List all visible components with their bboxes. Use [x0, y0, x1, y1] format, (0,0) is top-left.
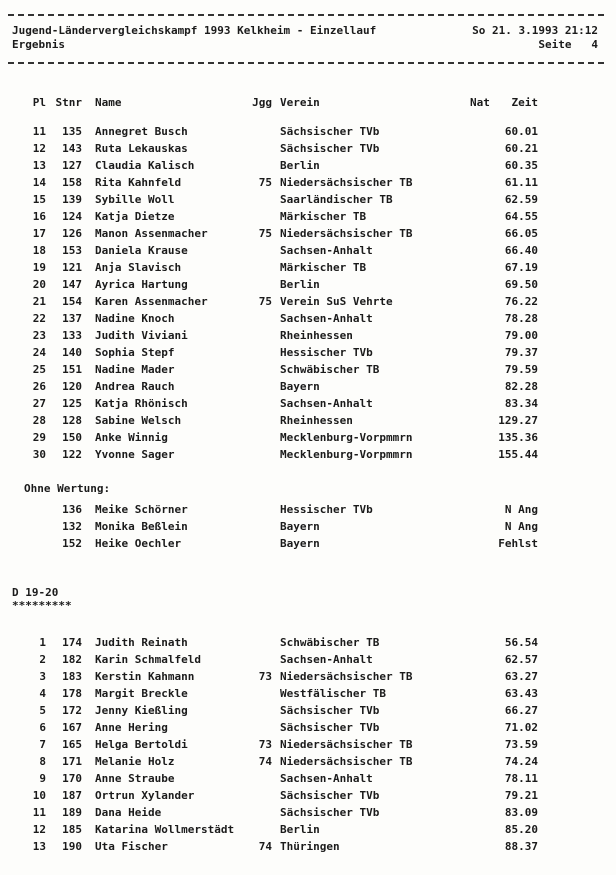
- name-cell: Ruta Lekauskas: [95, 142, 188, 155]
- name-cell: Nadine Knoch: [95, 312, 175, 325]
- table-row: [0, 535, 616, 552]
- name-cell: Meike Schörner: [95, 503, 188, 516]
- name-cell: Sophia Stepf: [95, 346, 175, 359]
- start-number-cell: 133: [62, 329, 82, 342]
- start-number-cell: 154: [62, 295, 82, 308]
- table-row: [0, 242, 616, 259]
- table-row: [0, 518, 616, 535]
- table-row: [0, 736, 616, 753]
- name-cell: Andrea Rauch: [95, 380, 175, 393]
- start-number-cell: 150: [62, 431, 82, 444]
- start-number-cell: 182: [62, 653, 82, 666]
- start-number-cell: 135: [62, 125, 82, 138]
- start-number-cell: 136: [62, 503, 82, 516]
- col-header-stnr: Stnr: [55, 96, 82, 109]
- place-cell: 15: [32, 193, 46, 206]
- time-cell: 129.27: [498, 414, 538, 427]
- table-row: [0, 208, 616, 225]
- place-cell: 17: [32, 227, 46, 240]
- club-cell: Sächsischer TVb: [280, 721, 380, 734]
- place-cell: 20: [32, 278, 46, 291]
- start-number-cell: 172: [62, 704, 82, 717]
- time-cell: 67.19: [504, 261, 538, 274]
- place-cell: 5: [39, 704, 46, 717]
- table-row: [0, 293, 616, 310]
- name-cell: Manon Assenmacher: [95, 227, 208, 240]
- time-cell: 79.59: [504, 363, 538, 376]
- name-cell: Daniela Krause: [95, 244, 188, 257]
- birth-year-cell: 73: [258, 670, 272, 683]
- club-cell: Niedersächsischer TB: [280, 176, 413, 189]
- start-number-cell: 125: [62, 397, 82, 410]
- club-cell: Schwäbischer TB: [280, 636, 380, 649]
- table-row: [0, 123, 616, 140]
- time-cell: 79.00: [504, 329, 538, 342]
- time-cell: 82.28: [504, 380, 538, 393]
- table-row: [0, 310, 616, 327]
- name-cell: Anne Hering: [95, 721, 168, 734]
- place-cell: 19: [32, 261, 46, 274]
- time-cell: 78.28: [504, 312, 538, 325]
- name-cell: Yvonne Sager: [95, 448, 175, 461]
- table-row: [0, 191, 616, 208]
- club-cell: Westfälischer TB: [280, 687, 386, 700]
- name-cell: Margit Breckle: [95, 687, 188, 700]
- time-cell: 62.59: [504, 193, 538, 206]
- place-cell: 14: [32, 176, 46, 189]
- club-cell: Märkischer TB: [280, 261, 367, 274]
- start-number-cell: 170: [62, 772, 82, 785]
- time-cell: N Ang: [504, 503, 538, 516]
- club-cell: Märkischer TB: [280, 210, 367, 223]
- place-cell: 23: [32, 329, 46, 342]
- name-cell: Helga Bertoldi: [95, 738, 188, 751]
- club-cell: Niedersächsischer TB: [280, 738, 413, 751]
- name-cell: Monika Beßlein: [95, 520, 188, 533]
- place-cell: 10: [32, 789, 46, 802]
- club-cell: Rheinhessen: [280, 414, 353, 427]
- place-cell: 27: [32, 397, 46, 410]
- club-cell: Berlin: [280, 823, 320, 836]
- page-number: Seite 4: [538, 38, 598, 51]
- club-cell: Sächsischer TVb: [280, 789, 380, 802]
- name-cell: Katarina Wollmerstädt: [95, 823, 235, 836]
- place-cell: 21: [32, 295, 46, 308]
- top-dashed-rule: [8, 14, 604, 16]
- place-cell: 16: [32, 210, 46, 223]
- time-cell: 155.44: [498, 448, 538, 461]
- time-cell: Fehlst: [498, 537, 538, 550]
- place-cell: 22: [32, 312, 46, 325]
- club-cell: Verein SuS Vehrte: [280, 295, 393, 308]
- club-cell: Sachsen-Anhalt: [280, 772, 373, 785]
- start-number-cell: 126: [62, 227, 82, 240]
- start-number-cell: 187: [62, 789, 82, 802]
- name-cell: Nadine Mader: [95, 363, 175, 376]
- table-row: [0, 787, 616, 804]
- time-cell: 74.24: [504, 755, 538, 768]
- birth-year-cell: 75: [258, 227, 272, 240]
- time-cell: 60.01: [504, 125, 538, 138]
- start-number-cell: 128: [62, 414, 82, 427]
- col-header-verein: Verein: [280, 96, 320, 109]
- table-row: [0, 157, 616, 174]
- column-headers: [0, 94, 616, 111]
- name-cell: Ortrun Xylander: [95, 789, 195, 802]
- club-cell: Hessischer TVb: [280, 503, 373, 516]
- club-cell: Mecklenburg-Vorpmmrn: [280, 448, 413, 461]
- time-cell: 60.21: [504, 142, 538, 155]
- time-cell: 63.43: [504, 687, 538, 700]
- time-cell: 60.35: [504, 159, 538, 172]
- club-cell: Rheinhessen: [280, 329, 353, 342]
- place-cell: 13: [32, 840, 46, 853]
- start-number-cell: 152: [62, 537, 82, 550]
- name-cell: Heike Oechler: [95, 537, 182, 550]
- place-cell: 11: [32, 125, 46, 138]
- table-row: [0, 804, 616, 821]
- name-cell: Jenny Kießling: [95, 704, 188, 717]
- club-cell: Thüringen: [280, 840, 340, 853]
- place-cell: 13: [32, 159, 46, 172]
- club-cell: Mecklenburg-Vorpmmrn: [280, 431, 413, 444]
- start-number-cell: 167: [62, 721, 82, 734]
- club-cell: Schwäbischer TB: [280, 363, 380, 376]
- time-cell: 66.40: [504, 244, 538, 257]
- start-number-cell: 122: [62, 448, 82, 461]
- time-cell: 64.55: [504, 210, 538, 223]
- place-cell: 6: [39, 721, 46, 734]
- start-number-cell: 183: [62, 670, 82, 683]
- time-cell: 62.57: [504, 653, 538, 666]
- table-row: [0, 344, 616, 361]
- col-header-name: Name: [95, 96, 122, 109]
- table-row: [0, 378, 616, 395]
- time-cell: 85.20: [504, 823, 538, 836]
- table-row: [0, 685, 616, 702]
- time-cell: 73.59: [504, 738, 538, 751]
- document-subtitle: Ergebnis: [12, 38, 65, 51]
- club-cell: Saarländischer TB: [280, 193, 393, 206]
- club-cell: Sachsen-Anhalt: [280, 397, 373, 410]
- name-cell: Karin Schmalfeld: [95, 653, 201, 666]
- place-cell: 28: [32, 414, 46, 427]
- start-number-cell: 139: [62, 193, 82, 206]
- time-cell: 79.21: [504, 789, 538, 802]
- name-cell: Uta Fischer: [95, 840, 168, 853]
- table-row: [0, 361, 616, 378]
- time-cell: 79.37: [504, 346, 538, 359]
- birth-year-cell: 74: [258, 840, 272, 853]
- place-cell: 1: [39, 636, 46, 649]
- start-number-cell: 121: [62, 261, 82, 274]
- start-number-cell: 190: [62, 840, 82, 853]
- col-header-jgg: Jgg: [252, 96, 272, 109]
- table-row: [0, 838, 616, 855]
- club-cell: Berlin: [280, 159, 320, 172]
- table-row: [0, 225, 616, 242]
- place-cell: 30: [32, 448, 46, 461]
- time-cell: 76.22: [504, 295, 538, 308]
- name-cell: Annegret Busch: [95, 125, 188, 138]
- name-cell: Anja Slavisch: [95, 261, 182, 274]
- col-header-nat: Nat: [470, 96, 490, 109]
- time-cell: 135.36: [498, 431, 538, 444]
- table-row: [0, 702, 616, 719]
- place-cell: 4: [39, 687, 46, 700]
- place-cell: 18: [32, 244, 46, 257]
- table-row: [0, 412, 616, 429]
- name-cell: Sabine Welsch: [95, 414, 182, 427]
- name-cell: Claudia Kalisch: [95, 159, 195, 172]
- table-row: [0, 668, 616, 685]
- club-cell: Bayern: [280, 520, 320, 533]
- start-number-cell: 151: [62, 363, 82, 376]
- table-row: [0, 821, 616, 838]
- start-number-cell: 132: [62, 520, 82, 533]
- section-b-title: D 19-20: [12, 586, 59, 599]
- name-cell: Sybille Woll: [95, 193, 175, 206]
- time-cell: 83.34: [504, 397, 538, 410]
- col-header-pl: Pl: [32, 96, 46, 109]
- name-cell: Judith Viviani: [95, 329, 188, 342]
- name-cell: Katja Dietze: [95, 210, 175, 223]
- time-cell: 63.27: [504, 670, 538, 683]
- club-cell: Sachsen-Anhalt: [280, 244, 373, 257]
- start-number-cell: 174: [62, 636, 82, 649]
- birth-year-cell: 75: [258, 176, 272, 189]
- start-number-cell: 158: [62, 176, 82, 189]
- table-row: [0, 140, 616, 157]
- name-cell: Ayrica Hartung: [95, 278, 188, 291]
- ohne-wertung-label: Ohne Wertung:: [24, 482, 111, 495]
- table-row: [0, 259, 616, 276]
- table-row: [0, 395, 616, 412]
- birth-year-cell: 75: [258, 295, 272, 308]
- document-title: Jugend-Ländervergleichskampf 1993 Kelkheim - Einzellauf: [12, 24, 377, 37]
- name-cell: Katja Rhönisch: [95, 397, 188, 410]
- time-cell: N Ang: [504, 520, 538, 533]
- place-cell: 12: [32, 823, 46, 836]
- birth-year-cell: 74: [258, 755, 272, 768]
- club-cell: Hessischer TVb: [280, 346, 373, 359]
- place-cell: 29: [32, 431, 46, 444]
- table-row: [0, 719, 616, 736]
- place-cell: 11: [32, 806, 46, 819]
- table-row: [0, 174, 616, 191]
- place-cell: 2: [39, 653, 46, 666]
- place-cell: 12: [32, 142, 46, 155]
- time-cell: 56.54: [504, 636, 538, 649]
- name-cell: Judith Reinath: [95, 636, 188, 649]
- club-cell: Niedersächsischer TB: [280, 227, 413, 240]
- start-number-cell: 153: [62, 244, 82, 257]
- club-cell: Niedersächsischer TB: [280, 670, 413, 683]
- place-cell: 9: [39, 772, 46, 785]
- start-number-cell: 185: [62, 823, 82, 836]
- club-cell: Sächsischer TVb: [280, 125, 380, 138]
- start-number-cell: 124: [62, 210, 82, 223]
- club-cell: Sachsen-Anhalt: [280, 653, 373, 666]
- start-number-cell: 178: [62, 687, 82, 700]
- name-cell: Kerstin Kahmann: [95, 670, 195, 683]
- table-row: [0, 429, 616, 446]
- table-row: [0, 753, 616, 770]
- birth-year-cell: 73: [258, 738, 272, 751]
- table-row: [0, 446, 616, 463]
- start-number-cell: 127: [62, 159, 82, 172]
- name-cell: Dana Heide: [95, 806, 162, 819]
- name-cell: Anke Winnig: [95, 431, 168, 444]
- name-cell: Karen Assenmacher: [95, 295, 208, 308]
- start-number-cell: 140: [62, 346, 82, 359]
- club-cell: Sächsischer TVb: [280, 142, 380, 155]
- col-header-zeit: Zeit: [511, 96, 538, 109]
- table-row: [0, 634, 616, 651]
- time-cell: 88.37: [504, 840, 538, 853]
- start-number-cell: 147: [62, 278, 82, 291]
- section-b-underline: *********: [12, 599, 72, 612]
- start-number-cell: 143: [62, 142, 82, 155]
- time-cell: 66.05: [504, 227, 538, 240]
- table-row: [0, 327, 616, 344]
- time-cell: 69.50: [504, 278, 538, 291]
- time-cell: 61.11: [504, 176, 538, 189]
- start-number-cell: 137: [62, 312, 82, 325]
- table-row: [0, 501, 616, 518]
- name-cell: Anne Straube: [95, 772, 175, 785]
- place-cell: 7: [39, 738, 46, 751]
- table-row: [0, 276, 616, 293]
- club-cell: Sächsischer TVb: [280, 806, 380, 819]
- table-row: [0, 651, 616, 668]
- table-row: [0, 770, 616, 787]
- place-cell: 8: [39, 755, 46, 768]
- start-number-cell: 171: [62, 755, 82, 768]
- print-date: So 21. 3.1993 21:12: [472, 24, 598, 37]
- start-number-cell: 120: [62, 380, 82, 393]
- club-cell: Bayern: [280, 537, 320, 550]
- club-cell: Sächsischer TVb: [280, 704, 380, 717]
- name-cell: Melanie Holz: [95, 755, 175, 768]
- club-cell: Bayern: [280, 380, 320, 393]
- club-cell: Berlin: [280, 278, 320, 291]
- time-cell: 78.11: [504, 772, 538, 785]
- place-cell: 3: [39, 670, 46, 683]
- place-cell: 26: [32, 380, 46, 393]
- club-cell: Sachsen-Anhalt: [280, 312, 373, 325]
- time-cell: 83.09: [504, 806, 538, 819]
- place-cell: 24: [32, 346, 46, 359]
- time-cell: 66.27: [504, 704, 538, 717]
- header-dashed-rule: [8, 62, 604, 64]
- club-cell: Niedersächsischer TB: [280, 755, 413, 768]
- start-number-cell: 189: [62, 806, 82, 819]
- name-cell: Rita Kahnfeld: [95, 176, 182, 189]
- start-number-cell: 165: [62, 738, 82, 751]
- time-cell: 71.02: [504, 721, 538, 734]
- place-cell: 25: [32, 363, 46, 376]
